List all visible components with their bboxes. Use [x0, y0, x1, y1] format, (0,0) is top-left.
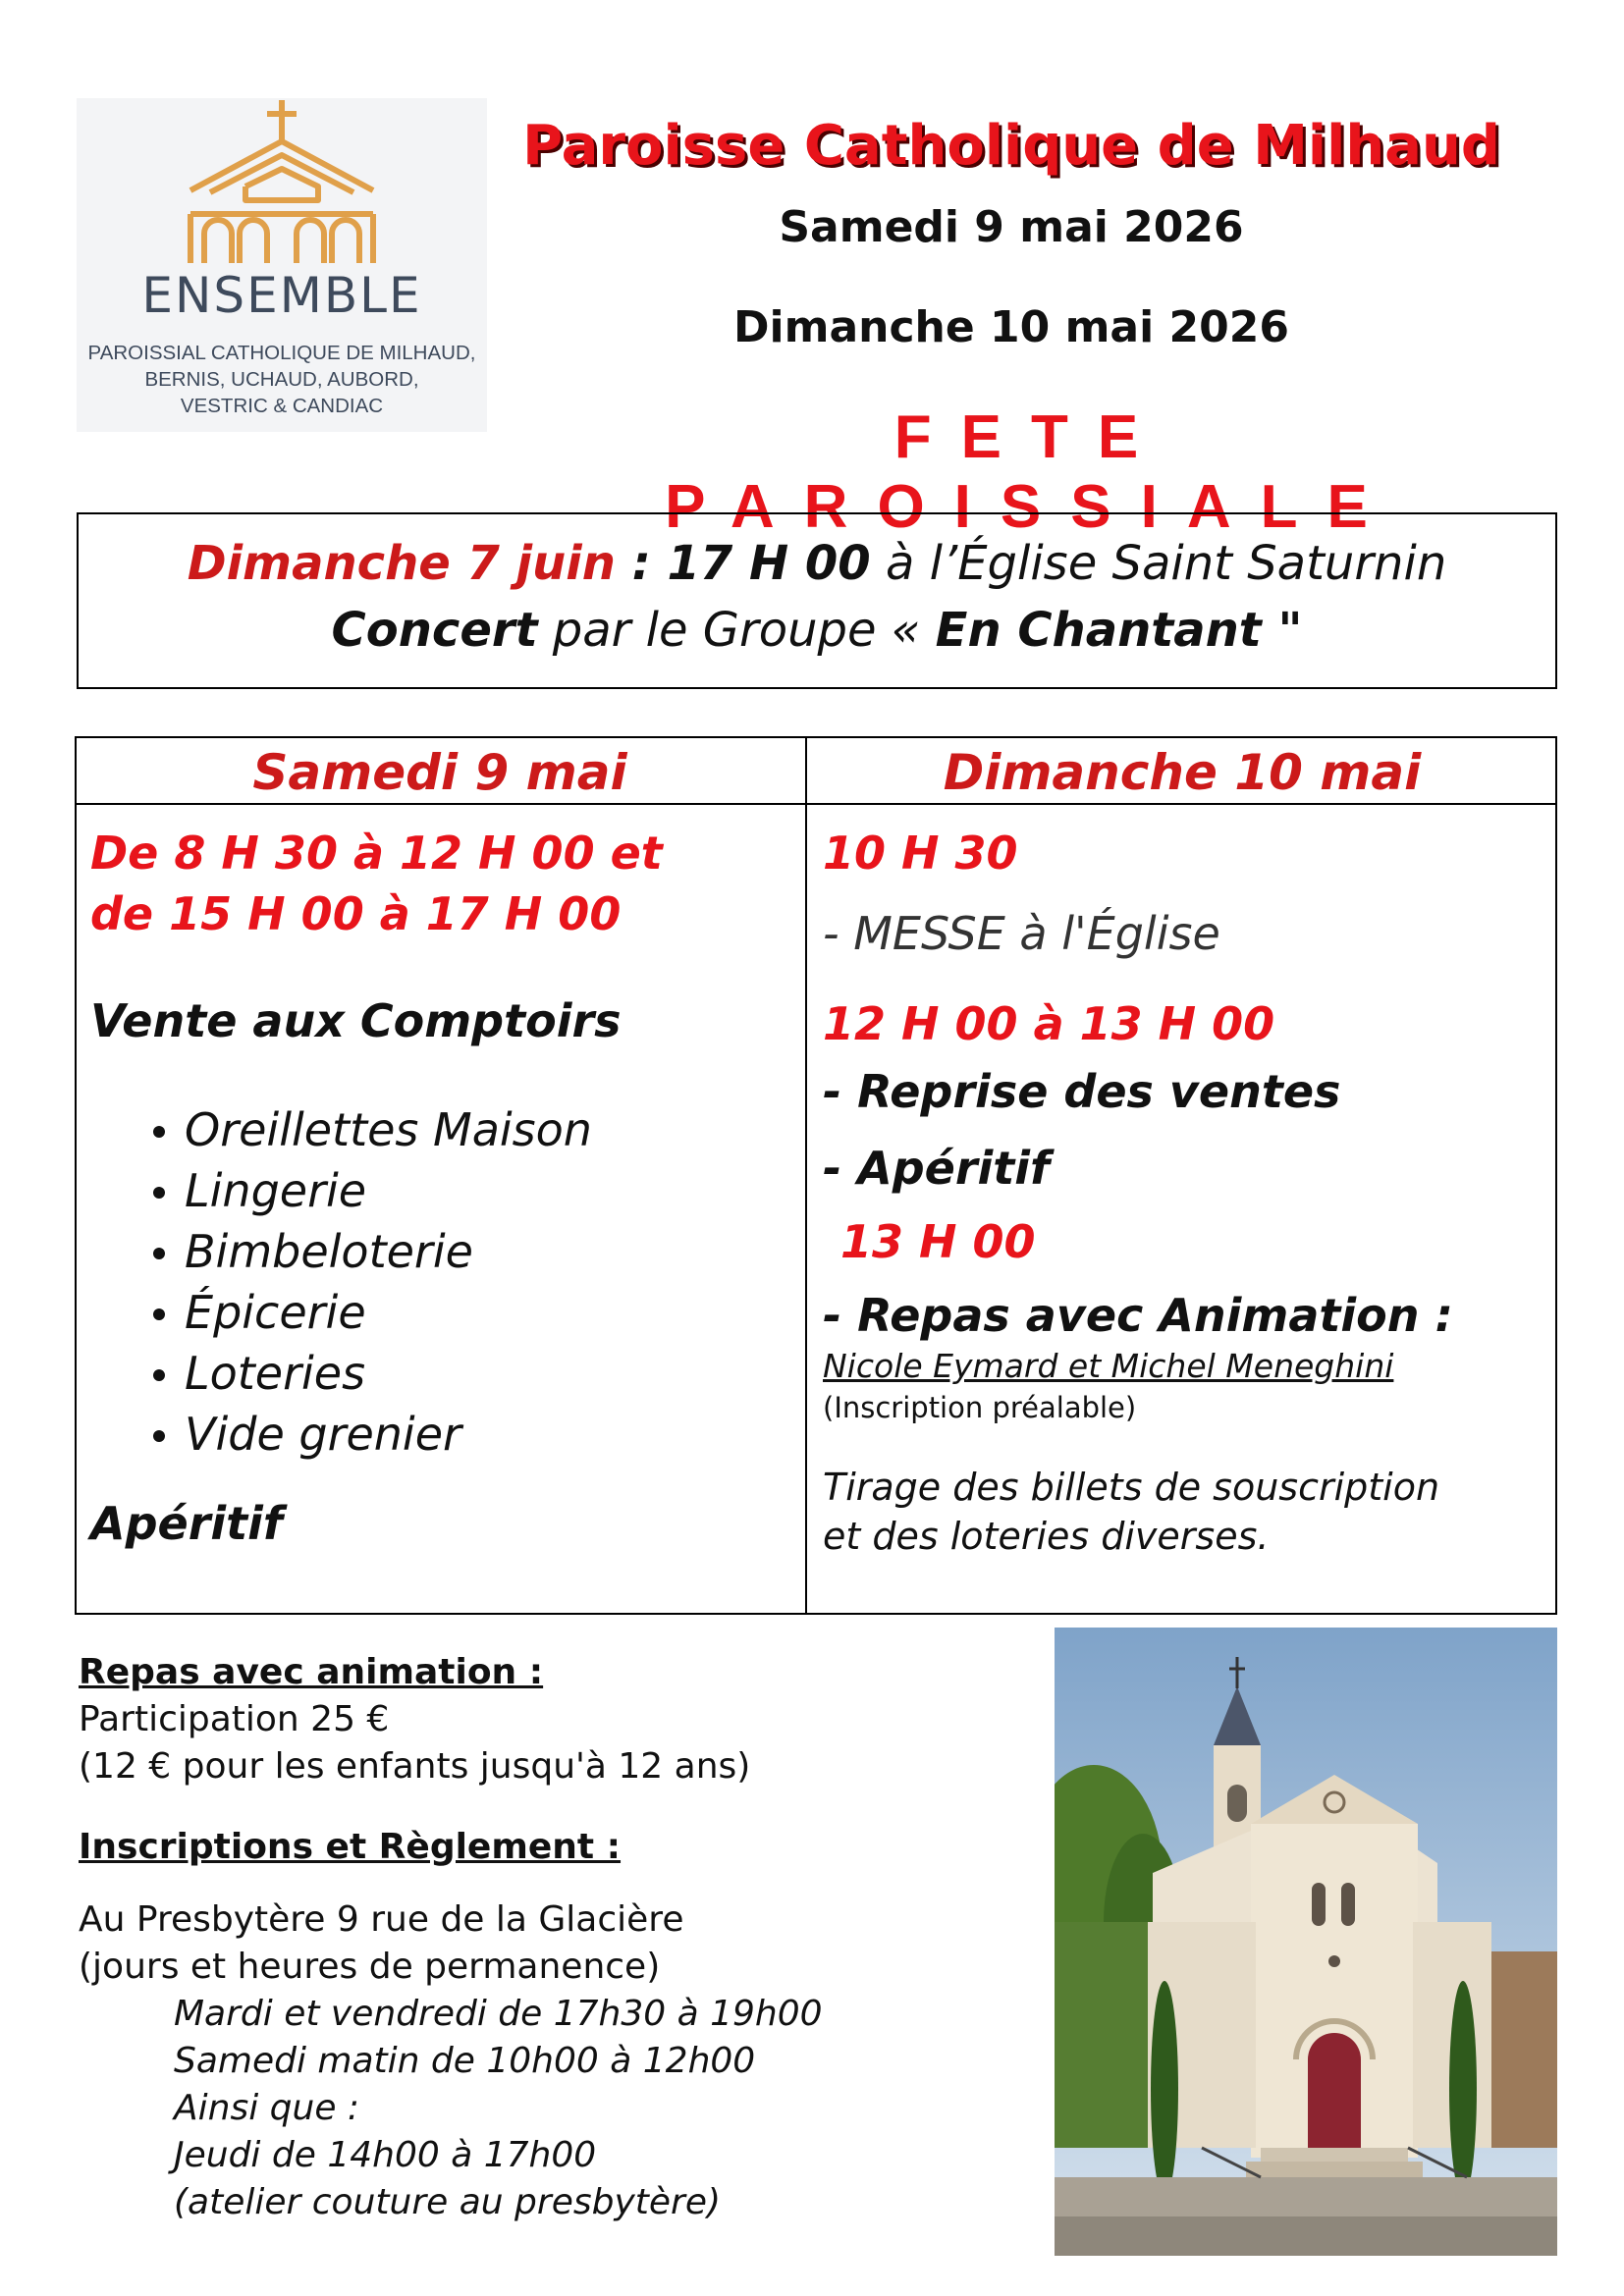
bullet-icon — [153, 1248, 165, 1259]
bullet-icon — [153, 1126, 165, 1138]
schedule-line: Mardi et vendredi de 17h30 à 19h00 — [174, 1994, 823, 2034]
concert-group: En Chantant " — [935, 603, 1303, 658]
table-divider — [805, 738, 807, 1613]
column-header-saturday: Samedi 9 mai — [252, 744, 627, 801]
program-table — [75, 736, 1557, 1615]
schedule-line: Samedi matin de 10h00 à 12h00 — [174, 2041, 756, 2081]
item-label: Bimbeloterie — [185, 1225, 473, 1278]
tirage-line-1: Tirage des billets de souscription — [823, 1466, 1440, 1509]
schedule-line: (atelier couture au presbytère) — [174, 2182, 722, 2222]
reprise-label: - Reprise des ventes — [823, 1065, 1341, 1118]
bullet-icon — [153, 1369, 165, 1381]
saturday-cell — [90, 817, 793, 1553]
concert-time: 17 H 00 — [667, 536, 871, 591]
sunday-cell — [823, 817, 1549, 1561]
repas-heading: Repas avec animation : — [79, 1652, 544, 1692]
sale-items-list — [90, 1099, 793, 1465]
item-label: Vide grenier — [185, 1408, 461, 1461]
tirage-line-2: et des loteries diverses. — [823, 1515, 1270, 1558]
messe-label: - MESSE à l'Église — [823, 907, 1220, 960]
item-label: Lingerie — [185, 1164, 367, 1217]
vente-heading: Vente aux Comptoirs — [90, 994, 622, 1047]
concert-box — [77, 512, 1557, 689]
list-item — [90, 1404, 793, 1465]
list-item — [90, 1099, 793, 1160]
schedule-line: Ainsi que : — [174, 2088, 360, 2128]
schedule-line: Jeudi de 14h00 à 17h00 — [174, 2135, 597, 2175]
church-logo-icon — [177, 98, 387, 265]
church-photo — [1055, 1628, 1557, 2256]
logo-subtitle — [77, 340, 487, 419]
concert-line-2 — [79, 603, 1555, 658]
event-title: FETE PAROISSIALE — [665, 403, 1397, 541]
aperitif-label: - Apéritif — [823, 1142, 1051, 1195]
saturday-hours-2: de 15 H 00 à 17 H 00 — [90, 887, 622, 940]
saturday-hours-1: De 8 H 30 à 12 H 00 et — [90, 827, 663, 880]
page-title: Paroisse Catholique de Milhaud — [522, 114, 1500, 178]
parish-logo — [77, 98, 487, 432]
date-saturday: Samedi 9 mai 2026 — [779, 202, 1244, 252]
saturday-aperitif: Apéritif — [90, 1497, 283, 1550]
list-item — [90, 1221, 793, 1282]
date-sunday: Dimanche 10 mai 2026 — [733, 302, 1289, 352]
concert-colon: : — [615, 536, 668, 591]
presbytere-address: Au Presbytère 9 rue de la Glacière — [79, 1899, 684, 1940]
logo-sub-line: VESTRIC & CANDIAC — [180, 395, 384, 417]
list-item — [90, 1343, 793, 1404]
bullet-icon — [153, 1430, 165, 1442]
repas-label: - Repas avec Animation : — [823, 1289, 1453, 1342]
practical-info — [79, 1649, 1021, 2226]
logo-sub-line: PAROISSIAL CATHOLIQUE DE MILHAUD, — [87, 342, 476, 364]
bullet-icon — [153, 1187, 165, 1199]
item-label: Épicerie — [185, 1286, 366, 1339]
table-header-divider — [77, 803, 1555, 805]
sunday-time-1: 10 H 30 — [823, 827, 1018, 880]
column-header-sunday: Dimanche 10 mai — [943, 744, 1422, 801]
inscriptions-heading: Inscriptions et Règlement : — [79, 1827, 622, 1867]
inscription-note: (Inscription préalable) — [823, 1391, 1137, 1424]
sunday-time-2: 12 H 00 à 13 H 00 — [823, 997, 1275, 1050]
concert-line-1 — [79, 536, 1555, 591]
list-item — [90, 1160, 793, 1221]
item-label: Loteries — [185, 1347, 366, 1400]
item-label: Oreillettes Maison — [185, 1103, 592, 1156]
permanence-note: (jours et heures de permanence) — [79, 1947, 661, 1987]
logo-name: ENSEMBLE — [141, 267, 422, 324]
children-price: (12 € pour les enfants jusqu'à 12 ans) — [79, 1746, 751, 1787]
sunday-time-3: 13 H 00 — [840, 1215, 1036, 1268]
concert-by-group: par le Groupe « — [537, 603, 936, 658]
concert-place: à l’Église Saint Saturnin — [870, 536, 1447, 591]
artists-label: Nicole Eymard et Michel Meneghini — [823, 1347, 1394, 1385]
bullet-icon — [153, 1308, 165, 1320]
participation-price: Participation 25 € — [79, 1699, 390, 1739]
logo-sub-line: BERNIS, UCHAUD, AUBORD, — [144, 368, 419, 391]
list-item — [90, 1282, 793, 1343]
concert-word: Concert — [331, 603, 538, 658]
concert-day: Dimanche 7 juin — [187, 536, 616, 591]
